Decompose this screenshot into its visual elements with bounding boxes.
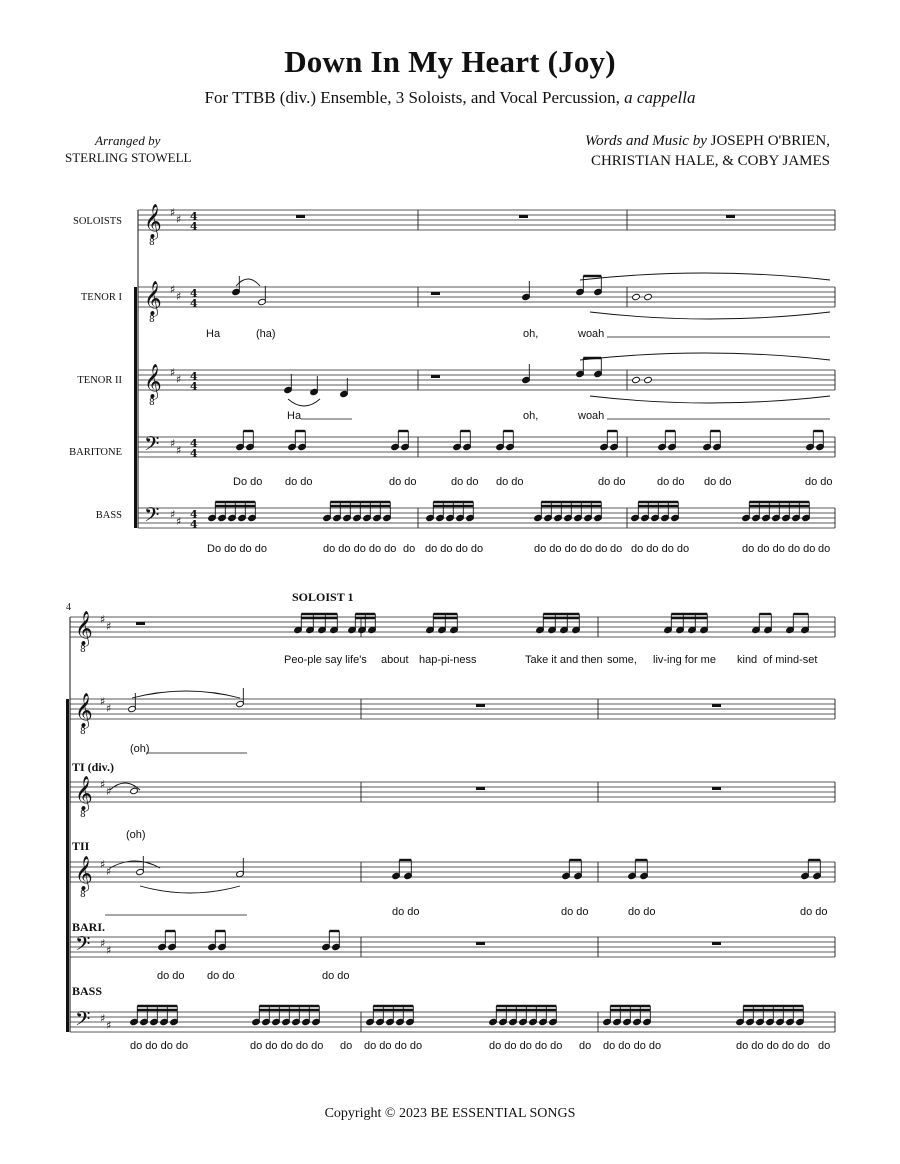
score-title: Down In My Heart (Joy) xyxy=(284,44,616,79)
measure-number: 4 xyxy=(66,602,71,613)
sharp-icon: ♯ xyxy=(176,515,182,528)
lyric: Take it and then xyxy=(525,654,603,666)
treble-clef-icon: 𝄞 xyxy=(75,693,93,728)
whole-rest-icon xyxy=(726,215,735,218)
lyric: do xyxy=(403,543,416,555)
lyric: do do xyxy=(322,970,350,982)
slur xyxy=(580,353,830,360)
bass-clef-icon: 𝄢 xyxy=(144,503,160,531)
time-signature-top: 4 xyxy=(190,370,198,383)
sharp-icon: ♯ xyxy=(176,213,182,226)
lyric: do do xyxy=(389,476,417,488)
slur xyxy=(580,273,830,280)
slur xyxy=(590,312,830,319)
time-signature-bottom: 4 xyxy=(190,447,198,460)
subtitle-main: For TTBB (div.) Ensemble, 3 Soloists, and Vocal Percussion, xyxy=(204,88,625,107)
octave-8-marker: 8 xyxy=(80,645,86,655)
sharp-icon: ♯ xyxy=(176,373,182,386)
slur xyxy=(132,691,240,698)
sharp-icon: ♯ xyxy=(106,944,112,957)
lyric: woah xyxy=(578,328,605,340)
sharp-icon: ♯ xyxy=(170,283,176,296)
lyric: do do do do xyxy=(364,1040,423,1052)
treble-clef-icon: 𝄞 xyxy=(144,281,162,316)
arranged-by-label: Arranged by xyxy=(95,133,161,148)
sharp-icon: ♯ xyxy=(170,206,176,219)
whole-rest-icon xyxy=(296,215,305,218)
whole-rest-icon xyxy=(712,787,721,790)
lyric: some, xyxy=(607,654,637,666)
octave-8-marker: 8 xyxy=(80,890,86,900)
treble-clef-icon: 𝄞 xyxy=(144,204,162,239)
lyric: Ha xyxy=(287,410,302,422)
slur xyxy=(590,396,830,403)
whole-rest-icon xyxy=(712,942,721,945)
bass-clef-icon: 𝄢 xyxy=(144,432,160,460)
lyric: woah xyxy=(578,410,605,422)
time-signature-top: 4 xyxy=(190,508,198,521)
copyright-notice: Copyright © 2023 BE ESSENTIAL SONGS xyxy=(324,1106,576,1121)
lyric: do xyxy=(818,1040,831,1052)
lyric: (oh) xyxy=(130,743,150,755)
sharp-icon: ♯ xyxy=(170,508,176,521)
sharp-icon: ♯ xyxy=(176,290,182,303)
time-signature-bottom: 4 xyxy=(190,297,198,310)
time-signature-bottom: 4 xyxy=(190,380,198,393)
lyric: Ha xyxy=(206,328,221,340)
lyric: (ha) xyxy=(256,328,276,340)
sharp-icon: ♯ xyxy=(100,937,106,950)
treble-clef-icon: 𝄞 xyxy=(144,364,162,399)
lyric: do do xyxy=(207,970,235,982)
whole-rest-icon xyxy=(476,704,485,707)
lyric: do do xyxy=(285,476,313,488)
treble-clef-icon: 𝄞 xyxy=(75,611,93,646)
sharp-icon: ♯ xyxy=(106,702,112,715)
lyric: do do do do do xyxy=(742,543,816,555)
sharp-icon: ♯ xyxy=(106,865,112,878)
lyric: hap-pi-ness xyxy=(419,654,477,666)
octave-8-marker: 8 xyxy=(80,810,86,820)
sharp-icon: ♯ xyxy=(100,778,106,791)
lyric: Peo-ple say life's xyxy=(284,654,367,666)
octave-8-marker: 8 xyxy=(149,238,155,248)
treble-clef-icon: 𝄞 xyxy=(75,856,93,891)
treble-clef-icon: 𝄞 xyxy=(75,776,93,811)
whole-rest-icon xyxy=(431,292,440,295)
sharp-icon: ♯ xyxy=(100,858,106,871)
note-head xyxy=(130,787,139,794)
part-label-bass: BASS xyxy=(95,510,122,521)
choir-bracket xyxy=(134,287,137,528)
lyric: do xyxy=(610,543,623,555)
octave-8-marker: 8 xyxy=(80,727,86,737)
lyric: oh, xyxy=(523,328,539,340)
whole-rest-icon xyxy=(431,375,440,378)
sharp-icon: ♯ xyxy=(100,1012,106,1025)
lyric: kind xyxy=(737,654,758,666)
lyric: do xyxy=(579,1040,592,1052)
octave-8-marker: 8 xyxy=(149,398,155,408)
composers-line2: CHRISTIAN HALE, & COBY JAMES xyxy=(590,153,830,169)
sharp-icon: ♯ xyxy=(100,695,106,708)
sharp-icon: ♯ xyxy=(106,1019,112,1032)
lyric: do do xyxy=(392,906,420,918)
sharp-icon: ♯ xyxy=(106,620,112,633)
lyric: do xyxy=(340,1040,353,1052)
lyric: do do do do do xyxy=(250,1040,324,1052)
time-signature-top: 4 xyxy=(190,437,198,450)
lyric: do do do do do xyxy=(736,1040,810,1052)
whole-rest-icon xyxy=(476,787,485,790)
lyric: do do do do xyxy=(425,543,484,555)
whole-rest-icon xyxy=(476,942,485,945)
sharp-icon: ♯ xyxy=(170,437,176,450)
sharp-icon: ♯ xyxy=(176,444,182,457)
bass-clef-icon: 𝄢 xyxy=(75,932,91,960)
lyric: do do do do do xyxy=(534,543,608,555)
lyric: do xyxy=(818,543,831,555)
lyric: (oh) xyxy=(126,829,146,841)
time-signature-top: 4 xyxy=(190,287,198,300)
lyric: do do xyxy=(704,476,732,488)
sharp-icon: ♯ xyxy=(106,785,112,798)
lyric: liv-ing for me xyxy=(653,654,716,666)
lyric: do do xyxy=(657,476,685,488)
part-label-tenor2: TENOR II xyxy=(77,375,122,386)
lyric: do do xyxy=(805,476,833,488)
soloist-label: SOLOIST 1 xyxy=(292,590,354,604)
lyric: do do xyxy=(598,476,626,488)
lyric: of mind-set xyxy=(763,654,818,666)
lyric: do do xyxy=(628,906,656,918)
note-head xyxy=(644,376,653,383)
lyric: do do do do do xyxy=(323,543,397,555)
bass-clef-icon: 𝄢 xyxy=(75,1007,91,1035)
composers-line1: JOSEPH O'BRIEN, xyxy=(710,133,830,149)
time-signature-bottom: 4 xyxy=(190,220,198,233)
octave-8-marker: 8 xyxy=(149,315,155,325)
lyric: oh, xyxy=(523,410,539,422)
lyric: do do xyxy=(800,906,828,918)
part-label-soloists: SOLOISTS xyxy=(72,216,122,227)
part-label-bass2: BASS xyxy=(72,984,103,998)
lyric: Do do xyxy=(233,476,263,488)
slur xyxy=(140,886,240,893)
time-signature-bottom: 4 xyxy=(190,518,198,531)
choir-bracket xyxy=(66,699,69,1032)
words-music-label: Words and Music by xyxy=(585,133,707,149)
part-label-baritone: BARITONE xyxy=(69,447,122,458)
lyric: do do xyxy=(157,970,185,982)
lyric: about xyxy=(381,654,409,666)
slur xyxy=(288,399,320,406)
whole-rest-icon xyxy=(136,622,145,625)
part-label-tii: TII xyxy=(72,839,90,853)
arranger-name: STERLING STOWELL xyxy=(65,150,192,165)
part-label-bari: BARI. xyxy=(72,920,106,934)
lyric: do do do do xyxy=(603,1040,662,1052)
lyric: Do do do do xyxy=(207,543,267,555)
lyric: do do do do xyxy=(130,1040,189,1052)
part-label-ti-div: TI (div.) xyxy=(72,760,115,774)
lyric: do do do do do xyxy=(489,1040,563,1052)
lyric: do do xyxy=(451,476,479,488)
lyric: do do xyxy=(561,906,589,918)
lyric: do do xyxy=(496,476,524,488)
time-signature-top: 4 xyxy=(190,210,198,223)
subtitle-italic: a cappella xyxy=(624,88,696,107)
part-label-tenor1: TENOR I xyxy=(80,292,122,303)
note-head xyxy=(632,293,641,300)
note-head xyxy=(632,376,641,383)
note-head xyxy=(644,293,653,300)
sharp-icon: ♯ xyxy=(100,613,106,626)
sharp-icon: ♯ xyxy=(170,366,176,379)
whole-rest-icon xyxy=(519,215,528,218)
lyric: do do do do xyxy=(631,543,690,555)
whole-rest-icon xyxy=(712,704,721,707)
